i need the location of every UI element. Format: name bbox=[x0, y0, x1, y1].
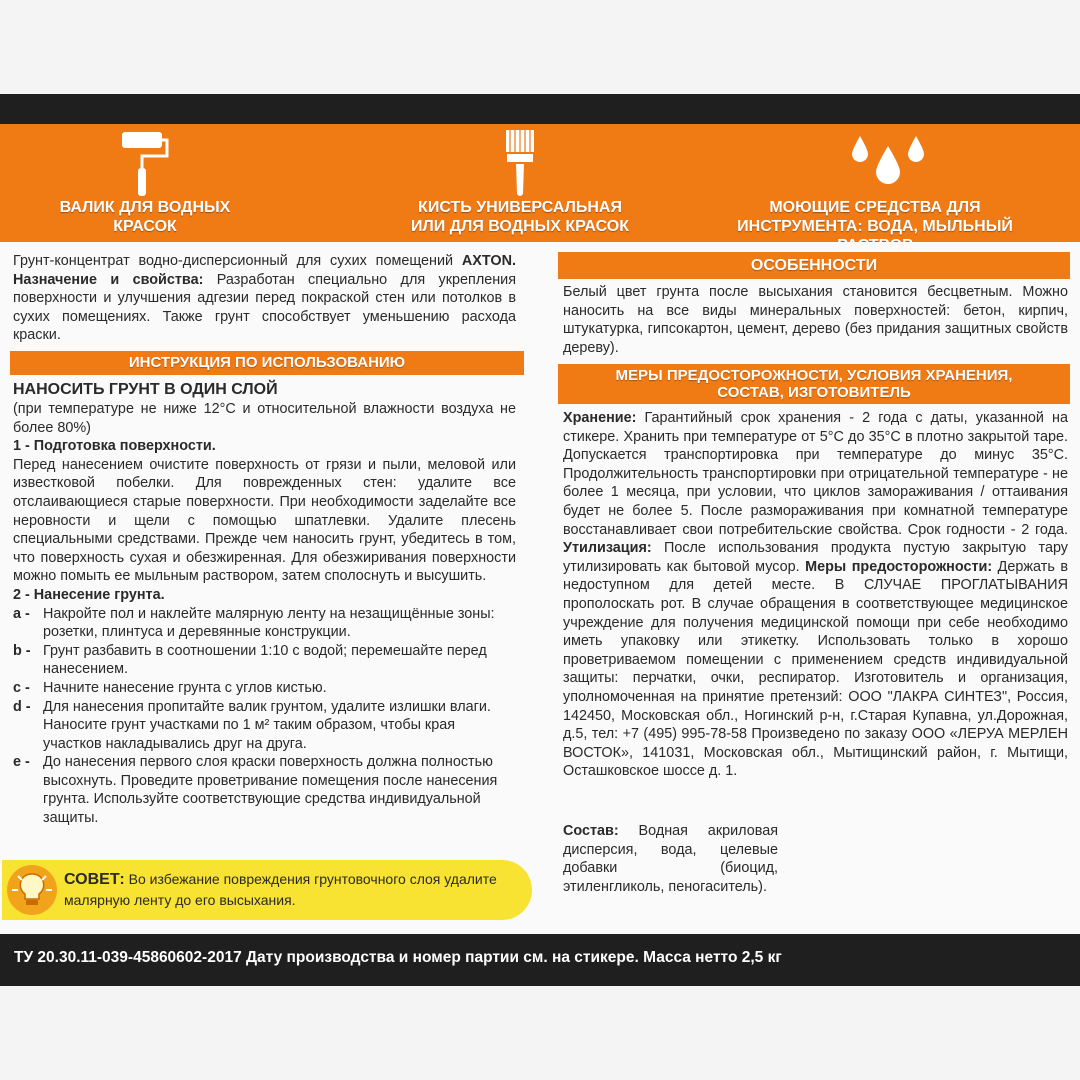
tool-roller bbox=[40, 124, 250, 242]
step-item: e - До нанесения первого слоя краски поверхность должна полностью высохнуть. Проведите проветривание помещения после нанесения грунта. Используйте соответствующие средства индивидуальной защиты. bbox=[13, 754, 498, 827]
precautions-label: Меры предосторожности: bbox=[805, 558, 993, 575]
tip-label: СОВЕТ: bbox=[64, 871, 125, 888]
footer-text: ТУ 20.30.11-039-45860602-2017 Дату производства и номер партии см. на стикере. Масса нетто 2,5 кг bbox=[14, 949, 782, 966]
paint-roller-icon bbox=[120, 130, 170, 198]
conditions-text: (при температуре не ниже 12°С и относительной влажности воздуха не более 80%) bbox=[13, 401, 516, 436]
footer-band bbox=[0, 934, 1080, 986]
left-column bbox=[13, 252, 516, 345]
step2-title: 2 - Нанесение грунта. bbox=[13, 586, 165, 603]
composition-block: Состав: Водная акриловая дисперсия, вода, целевые добавки (биоцид, этиленгликоль, пеногаситель). bbox=[563, 823, 778, 895]
features-text: Белый цвет грунта после высыхания становится бесцветным. Можно наносить на все виды минеральных поверхностей: бетон, кирпич, штукатурка, гипсокартон, цемент, дерево (без придания защитных свойств дереву). bbox=[563, 284, 1068, 356]
features-header: ОСОБЕННОСТИ bbox=[558, 252, 1070, 279]
tool-brush bbox=[410, 124, 630, 242]
tool-roller-label: ВАЛИК ДЛЯ ВОДНЫХ КРАСОК bbox=[59, 199, 231, 235]
instructions-body bbox=[13, 380, 516, 828]
tip-text: СОВЕТ: Во избежание повреждения грунтовочного слоя удалите малярную ленту до его высыхания. bbox=[64, 871, 497, 908]
step1-text: Перед нанесением очистите поверхность от грязи и пыли, меловой или известковой побелки. Для поврежденных стен: удалите все отслаивающиеся старые поверхности. При необходимости заделайте все неровности и щели с помощью шпатлевки. Удалите плесень специальными средствами. Прежде чем наносить грунт, убедитесь в том, что поверхность сухая и обезжиренная. Для обезжиривания поверхности можно помыть ее мыльным раствором, затем сполоснуть и высушить. bbox=[13, 456, 516, 585]
water-drops-icon bbox=[848, 132, 928, 192]
step1-title: 1 - Подготовка поверхности. bbox=[13, 438, 216, 455]
tool-cleaning-label: МОЮЩИЕ СРЕДСТВА ДЛЯ ИНСТРУМЕНТА: ВОДА, МЫЛЬНЫЙ bbox=[737, 199, 1013, 235]
tool-cleaning bbox=[710, 124, 1040, 242]
storage-label: Хранение: bbox=[563, 410, 637, 426]
tools-band bbox=[0, 124, 1080, 242]
disposal-label: Утилизация: bbox=[563, 540, 652, 557]
instructions-header: ИНСТРУКЦИЯ ПО ИСПОЛЬЗОВАНИЮ bbox=[10, 351, 524, 375]
intro-paragraph: Грунт-концентрат водно-дисперсионный для сухих помещений AXTON. Назначение и свойства: Разработан специально для укрепления поверхности и улучшения адгезии перед покраской стен или потолков в сухих помещениях. Также грунт способствует уменьшению расхода краски. bbox=[13, 253, 517, 344]
safety-header: МЕРЫ ПРЕДОСТОРОЖНОСТИ, УСЛОВИЯ ХРАНЕНИЯ, СОСТАВ, ИЗГОТОВИТЕЛЬ bbox=[558, 364, 1070, 404]
safety-body: Хранение: Гарантийный срок хранения - 2 года с даты, указанной на стикере. Хранить при температуре от 5°С до 35°С в плотно закрытой таре. Допускается транспортировка при температуре до минус 35°С. Продолжительность транспортировки при отрицательной температуре - не более 1 месяца, при условии, что циклов замораживания / оттаивания будет не более 5. После размораживания при комнатной температуре восстанавливает свои потребительские свойства. Срок годности - 2 года. Утилизация: После использования продукта пустую закрытую тару утилизировать как бытовой мусор. Меры предосторожности: Держать в недоступном для детей месте. В СЛУЧАЕ ПРОГЛАТЫВАНИЯ прополоскать рот. В случае обращения в соответствующее медицинское учреждение для получения медицинской помощи при себе необходимо иметь упаковку или этикетку. Использовать только в хорошо проветриваемом помещении с применением средств индивидуальной защиты: перчатки, очки, респиратор. Изготовитель и организация, уполномоченная на принятие претензий: ООО "ЛАКРА СИНТЕЗ", Россия, 142450, Московская обл., Ногинский р-н, г.Старая Купавна, ул.Дорожная, д.5, тел: +7 (495) 995-78-58 Произведено по заказу ООО «ЛЕРУА МЕРЛЕН ВОСТОК», 141031, Московская обл., Мытищинский район, г. Мытищи, Осташковское шоссе д. 1. bbox=[563, 410, 1068, 780]
tip-box bbox=[2, 860, 532, 920]
step-item: c - Начните нанесение грунта с углов кистью. bbox=[13, 679, 327, 696]
composition-label: Состав: bbox=[563, 823, 619, 839]
tool-brush-label: КИСТЬ УНИВЕРСАЛЬНАЯ ИЛИ ДЛЯ ВОДНЫХ КРАСОК bbox=[411, 199, 629, 235]
lightbulb-icon bbox=[6, 864, 58, 916]
step-item: b - Грунт разбавить в соотношении 1:10 с водой; перемешайте перед нанесением. bbox=[13, 642, 487, 678]
step-item: a - Накройте пол и наклейте малярную ленту на незащищённые зоны: розетки, плинтуса и деревянные конструкции. bbox=[13, 605, 495, 641]
top-dark-band bbox=[0, 94, 1080, 124]
paintbrush-icon bbox=[502, 128, 538, 198]
step-item: d - Для нанесения пропитайте валик грунтом, удалите излишки влаги. Наносите грунт участками по 1 м² таким образом, чтобы края участков накладывались друг на друга. bbox=[13, 698, 491, 752]
instructions-title: НАНОСИТЬ ГРУНТ В ОДИН СЛОЙ bbox=[13, 381, 278, 398]
brand-name: AXTON bbox=[461, 253, 513, 269]
